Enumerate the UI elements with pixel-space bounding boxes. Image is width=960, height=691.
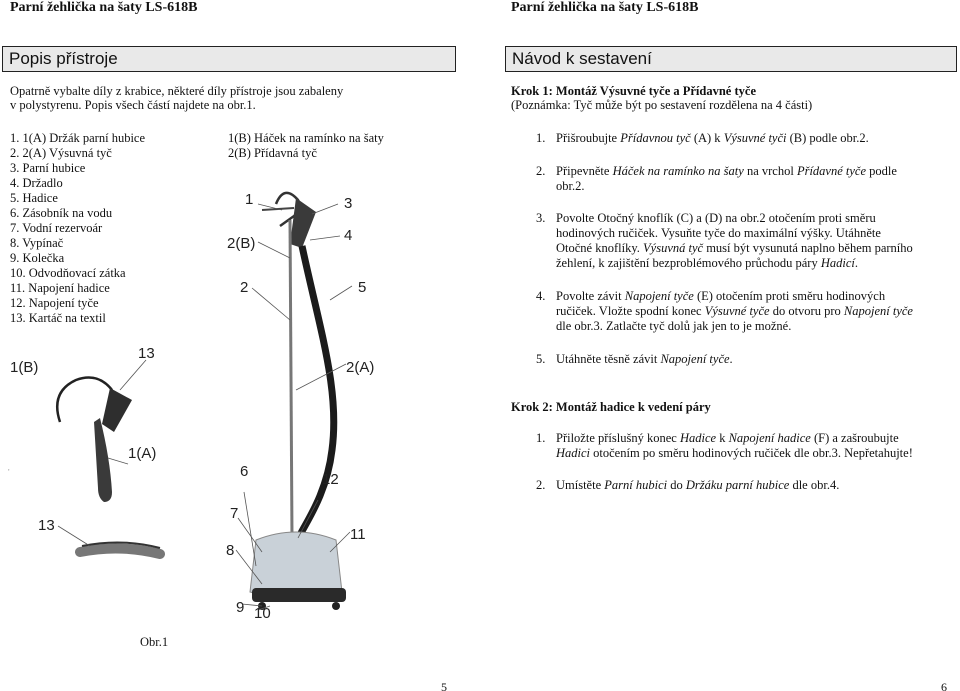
- intro-text-line1: Opatrně vybalte díly z krabice, některé díly přístroje jsou zabaleny: [10, 84, 344, 98]
- step1-item4-line2: ručiček. Vložte spodní konec Výsuvné tyče do otvoru pro Napojení tyče: [556, 304, 913, 318]
- inset-handle: [94, 418, 112, 502]
- step1-item5: Utáhněte těsně závit Napojení tyče.: [556, 352, 733, 366]
- step2-item2-number: 2.: [536, 478, 546, 492]
- figure-label-1b: 1(B): [10, 359, 39, 376]
- step1-item1: Přišroubujte Přídavnou tyč (A) k Výsuvné tyči (B) podle obr.2.: [556, 131, 869, 145]
- step1-item1-number: 1.: [536, 131, 546, 145]
- pole: [290, 220, 292, 538]
- step2-item2: Umístěte Parní hubici do Držáku parní hubice dle obr.4.: [556, 478, 840, 492]
- list-item: 7. Vodní rezervoár: [10, 221, 103, 235]
- page-number-right: 6: [941, 680, 947, 691]
- step2-item1-line2: Hadici otočením po směru hodinových ručiček dle obr.3. Nepřetahujte!: [556, 446, 913, 460]
- leader-line: [108, 458, 128, 464]
- list-item: 6. Zásobník na vodu: [10, 206, 113, 220]
- figure-label-13b: 13: [38, 517, 55, 534]
- base: [252, 588, 346, 602]
- intro-text-line2: v polystyrenu. Popis všech částí najdete na obr.1.: [10, 98, 256, 112]
- list-item: 9. Kolečka: [10, 251, 65, 265]
- figure-label-3: 3: [344, 195, 353, 212]
- figure-label-5: 5: [358, 279, 367, 296]
- list-item: 5. Hadice: [10, 191, 58, 205]
- figure-label-6: 6: [240, 463, 249, 480]
- leader-line: [120, 360, 146, 390]
- step1-item4-line3: dle obr.3. Zatlačte tyč dolů jak jen to je možné.: [556, 319, 792, 333]
- steam-head-shape: [290, 198, 316, 248]
- section-title-assembly: Návod k sestavení: [505, 46, 957, 72]
- step1-item5-number: 5.: [536, 352, 546, 366]
- figure-label-10: 10: [254, 605, 271, 622]
- leader-line: [58, 526, 90, 546]
- list-item: 1. 1(A) Držák parní hubice: [10, 131, 146, 145]
- step1-title: Krok 1: Montáž Výsuvné tyče a Přídavné tyče: [511, 84, 756, 98]
- figure-label-2b: 2(B): [227, 235, 256, 252]
- step1-item3-line1: Povolte Otočný knoflík (C) a (D) na obr.2 otočením proti směru: [556, 211, 876, 225]
- list-item: 13. Kartáč na textil: [10, 311, 106, 325]
- list-item: 1(B) Háček na ramínko na šaty: [228, 131, 384, 145]
- figure-label-1a: 1(A): [128, 445, 157, 462]
- figure-label-13a: 13: [138, 345, 155, 362]
- step1-item2-line2: obr.2.: [556, 179, 585, 193]
- list-item: 2. 2(A) Výsuvná tyč: [10, 146, 112, 160]
- section-title-description: Popis přístroje: [2, 46, 456, 72]
- list-item: 4. Držadlo: [10, 176, 63, 190]
- step1-item2-number: 2.: [536, 164, 546, 178]
- step1-item4-line1: Povolte závit Napojení tyče (E) otočením proti směru hodinových: [556, 289, 886, 303]
- step2-item1-line1: Přiložte příslušný konec Hadice k Napojení hadice (F) a zašroubujte: [556, 431, 899, 445]
- left-page-header: Parní žehlička na šaty LS-618B: [10, 0, 198, 15]
- figure-label-7: 7: [230, 505, 239, 522]
- parts-list-col2: [228, 131, 384, 161]
- inset-holder: [57, 378, 112, 422]
- list-item: 2(B) Přídavná tyč: [228, 146, 317, 160]
- page-number-left: 5: [441, 680, 447, 691]
- figure-label-11: 11: [350, 526, 366, 543]
- step1-item4-number: 4.: [536, 289, 546, 303]
- step1-item2: Připevněte Háček na ramínko na šaty na vrchol Přídavné tyče podle: [556, 164, 897, 178]
- step1-item3-line3: Otočné knoflíky. Výsuvná tyč musí být vysunutá naplno během parního: [556, 241, 913, 255]
- step2-title: Krok 2: Montáž hadice k vedení páry: [511, 400, 711, 414]
- figure-label-4: 4: [344, 227, 353, 244]
- right-page-header: Parní žehlička na šaty LS-618B: [511, 0, 699, 15]
- figure-label-9: 9: [236, 599, 245, 616]
- hose: [298, 246, 334, 540]
- wheel: [332, 602, 340, 610]
- inset-brush: [80, 548, 160, 554]
- step2-item1-number: 1.: [536, 431, 546, 445]
- list-item: 3. Parní hubice: [10, 161, 86, 175]
- list-item: 8. Vypínač: [10, 236, 64, 250]
- inset-brush-head: [102, 388, 132, 432]
- tiny-mark: ,: [8, 466, 10, 472]
- figure-label-8: 8: [226, 542, 235, 559]
- figure-label-2: 2: [240, 279, 249, 296]
- figure-caption: Obr.1: [140, 635, 169, 649]
- step1-item3-number: 3.: [536, 211, 546, 225]
- list-item: 10. Odvodňovací zátka: [10, 266, 126, 280]
- figure-label-1: 1: [245, 191, 254, 208]
- figure-label-2a: 2(A): [346, 359, 375, 376]
- step1-item3-line2: hodinových ručiček. Vysuňte tyče do maximální výšky. Utáhněte: [556, 226, 881, 240]
- step1-note: (Poznámka: Tyč může být po sestavení rozdělena na 4 části): [511, 98, 813, 112]
- step1-item3-line4: žehlení, k zajištění bezproblémového průchodu páry Hadicí.: [556, 256, 858, 270]
- list-item: 12. Napojení tyče: [10, 296, 99, 310]
- figure-label-12: 12: [322, 471, 339, 488]
- list-item: 11. Napojení hadice: [10, 281, 110, 295]
